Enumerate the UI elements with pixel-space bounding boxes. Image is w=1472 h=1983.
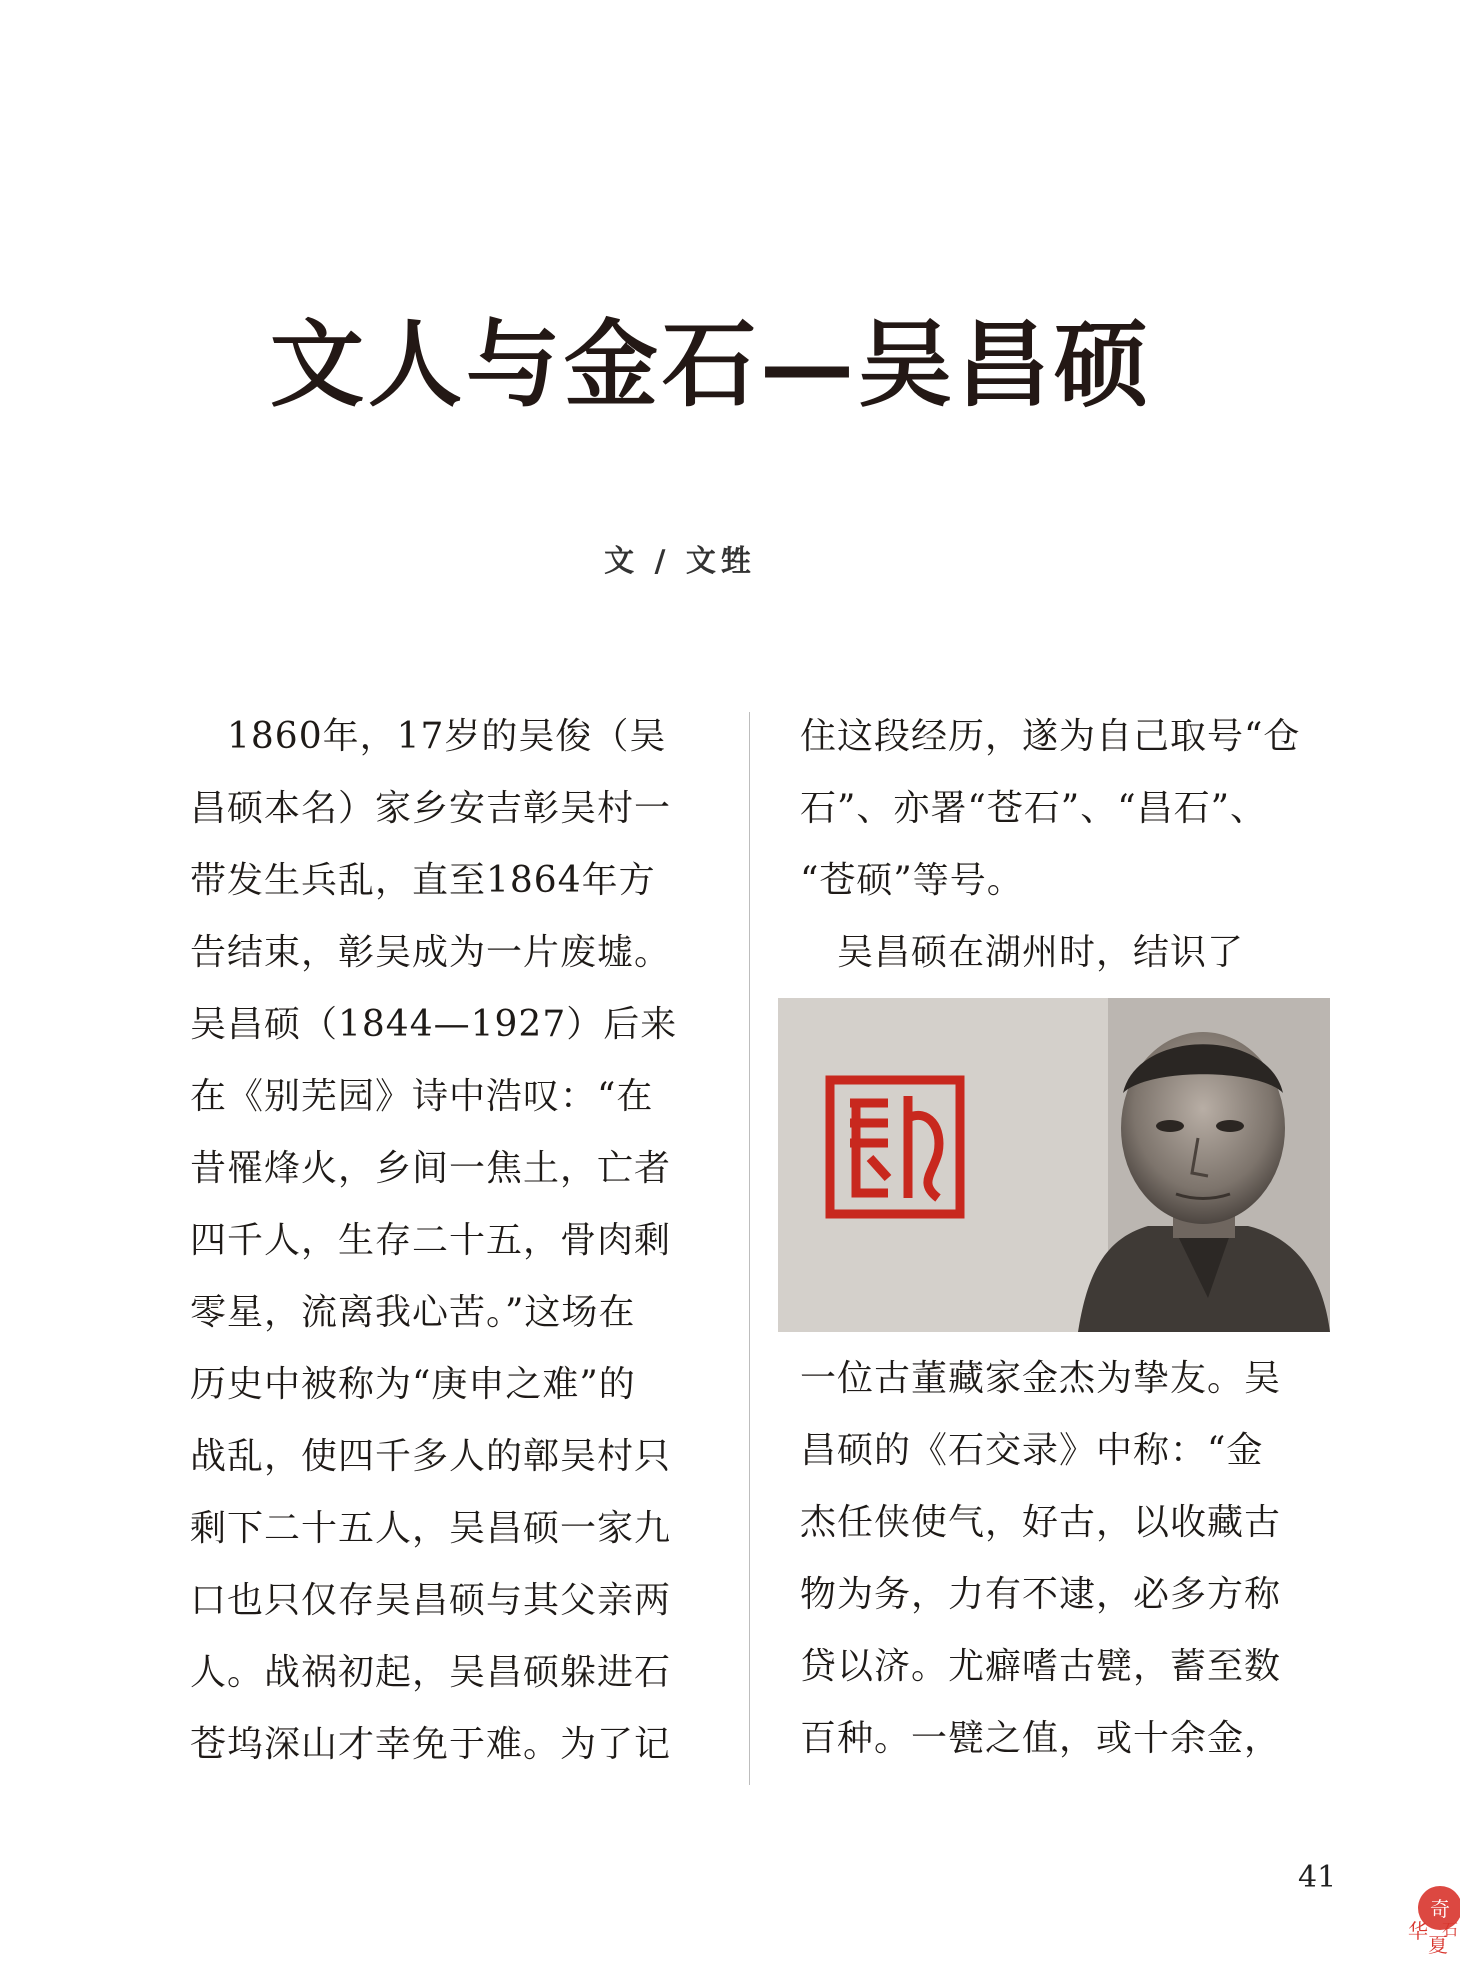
- body-line: 战乱，使四千多人的鄣吴村只: [190, 1436, 672, 1477]
- body-line: 吴昌硕（1844—1927）后来: [190, 1004, 678, 1045]
- body-line: 吴昌硕在湖州时，结识了: [800, 932, 1245, 973]
- body-line: 一位古董藏家金杰为挚友。吴: [800, 1358, 1282, 1399]
- body-line: 剩下二十五人，吴昌硕一家九: [190, 1508, 672, 1549]
- body-line: 零星，流离我心苦。”这场在: [190, 1292, 636, 1333]
- article-byline: 文 / 文甡: [604, 544, 756, 579]
- body-column-right-top: [800, 701, 1310, 989]
- body-line: 贷以济。尤癖嗜古甓，蓄至数: [800, 1646, 1282, 1687]
- body-column-left: [190, 701, 700, 1781]
- article-title: 文人与金石—吴昌硕: [270, 310, 1153, 420]
- svg-text:华: 华: [1408, 1919, 1428, 1943]
- portrait-photo: [778, 998, 1330, 1332]
- body-line: 带发生兵乱，直至1864年方: [190, 860, 656, 901]
- body-line: 苍坞深山才幸免于难。为了记: [190, 1724, 672, 1765]
- body-line: 历史中被称为“庚申之难”的: [190, 1364, 636, 1405]
- body-line: 口也只仅存吴昌硕与其父亲两: [190, 1580, 672, 1621]
- body-line: 昔罹烽火，乡间一焦土，亡者: [190, 1148, 672, 1189]
- body-line: 物为务，力有不逮，必多方称: [800, 1574, 1282, 1615]
- portrait-illustration: [778, 998, 1330, 1332]
- body-line: “苍硕”等号。: [800, 860, 1024, 901]
- body-column-right-bottom: [800, 1343, 1310, 1775]
- body-line: 四千人，生存二十五，骨肉剩: [190, 1220, 672, 1261]
- body-line: 石”、亦署“苍石”、“昌石”、: [800, 788, 1268, 829]
- body-line: 昌硕本名）家乡安吉彰吴村一: [190, 788, 672, 829]
- svg-text:石: 石: [1441, 1920, 1459, 1939]
- page-number: 41: [1298, 1860, 1337, 1895]
- body-line: 告结束，彰吴成为一片废墟。: [190, 932, 672, 973]
- svg-text:奇: 奇: [1430, 1897, 1450, 1921]
- body-line: 人。战祸初起，吴昌硕躲进石: [190, 1652, 672, 1693]
- svg-text:夏: 夏: [1428, 1933, 1448, 1957]
- body-line: 在《别芜园》诗中浩叹：“在: [190, 1076, 654, 1117]
- column-divider: [749, 712, 750, 1785]
- watermark-logo-icon: [1400, 1880, 1460, 1970]
- body-line: 百种。一甓之值，或十余金，: [800, 1718, 1282, 1759]
- body-line: 住这段经历，遂为自己取号“仓: [800, 716, 1301, 757]
- body-line: 1860年，17岁的吴俊（吴: [190, 716, 667, 757]
- body-line: 杰任侠使气，好古，以收藏古: [800, 1502, 1282, 1543]
- body-line: 昌硕的《石交录》中称：“金: [800, 1430, 1264, 1471]
